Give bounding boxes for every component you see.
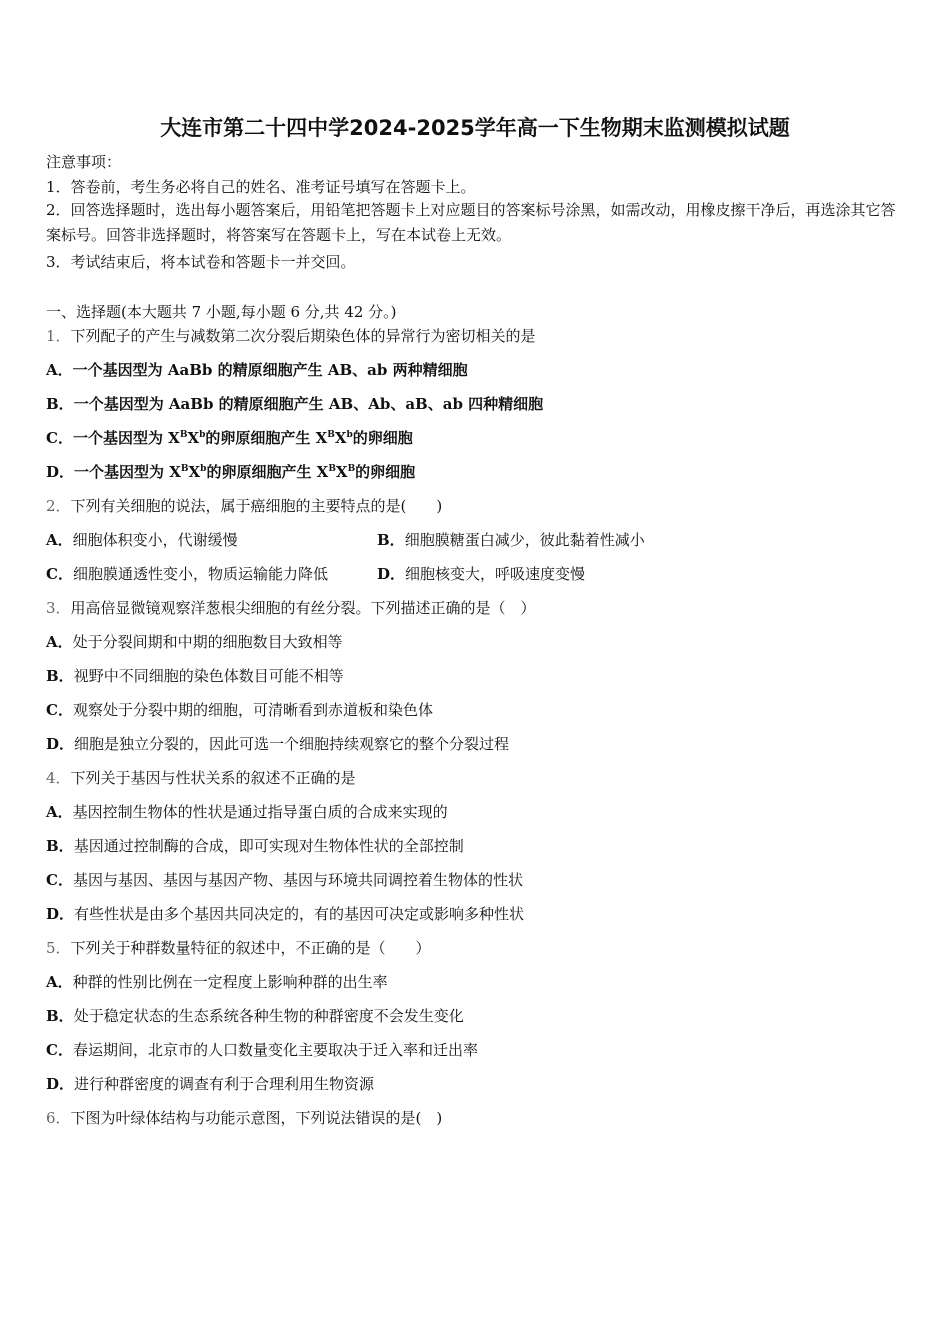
option-text: 一个基因型为 X bbox=[72, 429, 180, 447]
option-text: 基因控制生物体的性状是通过指导蛋白质的合成来实现的 bbox=[72, 803, 448, 821]
option-text: 处于稳定状态的生态系统各种生物的种群密度不会发生变化 bbox=[73, 1007, 464, 1025]
notice-item-3: 3．考试结束后，将本试卷和答题卡一并交回。 bbox=[46, 253, 356, 271]
option-text: X bbox=[188, 463, 201, 481]
q3-option-d bbox=[46, 734, 509, 754]
q2-options-row-1 bbox=[46, 530, 896, 550]
option-letter: B． bbox=[46, 1007, 74, 1025]
option-text: 一个基因型为 X bbox=[74, 463, 181, 481]
q4-option-c bbox=[46, 870, 523, 890]
superscript: B bbox=[180, 464, 189, 474]
option-text: 进行种群密度的调查有利于合理利用生物资源 bbox=[74, 1075, 375, 1093]
q4-option-b bbox=[46, 836, 464, 856]
option-text: 细胞膜通透性变小，物质运输能力降低 bbox=[72, 565, 328, 583]
option-letter: B． bbox=[46, 667, 74, 685]
option-text: 有些性状是由多个基因共同决定的，有的基因可决定或影响多种性状 bbox=[74, 905, 525, 923]
option-text: X bbox=[335, 463, 348, 481]
option-letter: A． bbox=[46, 973, 73, 991]
option-letter: B． bbox=[46, 837, 74, 855]
option-letter: C． bbox=[46, 565, 73, 583]
q1-option-a bbox=[46, 360, 468, 380]
option-text: X bbox=[334, 429, 347, 447]
q3-option-c bbox=[46, 700, 433, 720]
question-stem: 下列关于种群数量特征的叙述中，不正确的是（ ） bbox=[70, 939, 431, 957]
section-heading: 一、选择题(本大题共 7 小题,每小题 6 分,共 42 分。) bbox=[46, 303, 397, 321]
question-3 bbox=[46, 598, 536, 618]
option-text: 细胞体积变小，代谢缓慢 bbox=[72, 531, 238, 549]
option-text: 的卵细胞 bbox=[352, 429, 413, 447]
option-letter: D． bbox=[46, 1075, 75, 1093]
option-text: 的卵原细胞产生 X bbox=[205, 429, 328, 447]
q5-option-b bbox=[46, 1006, 464, 1026]
option-letter: A． bbox=[46, 803, 73, 821]
option-text: 一个基因型为 AaBb 的精原细胞产生 AB、ab 两种精细胞 bbox=[72, 361, 468, 379]
superscript: B bbox=[179, 430, 188, 440]
q3-option-b bbox=[46, 666, 344, 686]
question-1 bbox=[46, 326, 536, 346]
option-letter: D． bbox=[46, 463, 75, 481]
option-text: 春运期间，北京市的人口数量变化主要取决于迁入率和迁出率 bbox=[72, 1041, 478, 1059]
option-letter: A． bbox=[46, 633, 73, 651]
q1-option-b bbox=[46, 394, 543, 414]
question-number: 2． bbox=[46, 497, 71, 515]
q2-option-b bbox=[377, 530, 645, 550]
option-text: 细胞是独立分裂的，因此可选一个细胞持续观察它的整个分裂过程 bbox=[74, 735, 510, 753]
question-4 bbox=[46, 768, 356, 788]
option-letter: C． bbox=[46, 429, 73, 447]
option-letter: C． bbox=[46, 1041, 73, 1059]
option-text: 的卵细胞 bbox=[355, 463, 416, 481]
q5-option-c bbox=[46, 1040, 478, 1060]
option-text: 基因与基因、基因与基因产物、基因与环境共同调控着生物体的性状 bbox=[72, 871, 523, 889]
option-text: 种群的性别比例在一定程度上影响种群的出生率 bbox=[72, 973, 388, 991]
option-text: 细胞膜糖蛋白减少，彼此黏着性减小 bbox=[404, 531, 645, 549]
page-title: 大连市第二十四中学2024-2025学年高一下生物期末监测模拟试题 bbox=[160, 116, 790, 140]
question-number: 5． bbox=[46, 939, 71, 957]
option-text: X bbox=[187, 429, 200, 447]
superscript: B bbox=[327, 430, 335, 440]
option-letter: D． bbox=[46, 905, 75, 923]
question-stem: 下列配子的产生与减数第二次分裂后期染色体的异常行为密切相关的是 bbox=[70, 327, 536, 345]
notice-heading: 注意事项： bbox=[46, 153, 122, 171]
question-number: 1． bbox=[46, 327, 71, 345]
question-stem: 下图为叶绿体结构与功能示意图，下列说法错误的是( ) bbox=[70, 1109, 443, 1127]
option-text: 基因通过控制酶的合成，即可实现对生物体性状的全部控制 bbox=[73, 837, 464, 855]
q3-option-a bbox=[46, 632, 343, 652]
option-letter: C． bbox=[46, 871, 73, 889]
option-letter: B． bbox=[46, 395, 74, 413]
question-stem: 下列有关细胞的说法，属于癌细胞的主要特点的是( ) bbox=[70, 497, 443, 515]
option-letter: D． bbox=[377, 565, 406, 583]
question-number: 3． bbox=[46, 599, 71, 617]
superscript: B bbox=[328, 464, 336, 474]
option-text: 一个基因型为 AaBb 的精原细胞产生 AB、Ab、aB、ab 四种精细胞 bbox=[73, 395, 544, 413]
question-6 bbox=[46, 1108, 442, 1128]
option-letter: A． bbox=[46, 531, 73, 549]
question-number: 6． bbox=[46, 1109, 71, 1127]
notice-item-1: 1．答卷前，考生务必将自己的姓名、准考证号填写在答题卡上。 bbox=[46, 178, 476, 196]
option-letter: D． bbox=[46, 735, 75, 753]
question-stem: 用高倍显微镜观察洋葱根尖细胞的有丝分裂。下列描述正确的是（ ） bbox=[70, 599, 536, 617]
question-2 bbox=[46, 496, 442, 516]
q1-option-d bbox=[46, 462, 415, 482]
q5-option-a bbox=[46, 972, 388, 992]
option-letter: C． bbox=[46, 701, 73, 719]
q1-option-c bbox=[46, 428, 413, 448]
question-stem: 下列关于基因与性状关系的叙述不正确的是 bbox=[70, 769, 356, 787]
option-text: 细胞核变大，呼吸速度变慢 bbox=[405, 565, 586, 583]
superscript: b bbox=[199, 430, 206, 440]
superscript: b bbox=[346, 430, 353, 440]
superscript: B bbox=[347, 464, 356, 474]
q2-option-a bbox=[46, 531, 238, 549]
option-text: 处于分裂间期和中期的细胞数目大致相等 bbox=[72, 633, 343, 651]
option-letter: B． bbox=[377, 531, 405, 549]
q5-option-d bbox=[46, 1074, 374, 1094]
option-text: 观察处于分裂中期的细胞，可清晰看到赤道板和染色体 bbox=[72, 701, 433, 719]
q4-option-d bbox=[46, 904, 524, 924]
q2-option-d bbox=[377, 564, 585, 584]
superscript: b bbox=[200, 464, 207, 474]
option-text: 的卵原细胞产生 X bbox=[206, 463, 329, 481]
q4-option-a bbox=[46, 802, 448, 822]
question-number: 4． bbox=[46, 769, 71, 787]
question-5 bbox=[46, 938, 431, 958]
option-letter: A． bbox=[46, 361, 73, 379]
q2-options-row-2 bbox=[46, 564, 896, 584]
notice-item-2: 2．回答选择题时，选出每小题答案后，用铅笔把答题卡上对应题目的答案标号涂黑，如需改动，用橡皮擦干净后，再选涂其它答案标号。回答非选择题时，将答案写在答题卡上，写在本试卷上无效。 bbox=[46, 201, 896, 244]
q2-option-c bbox=[46, 565, 328, 583]
option-text: 视野中不同细胞的染色体数目可能不相等 bbox=[73, 667, 344, 685]
